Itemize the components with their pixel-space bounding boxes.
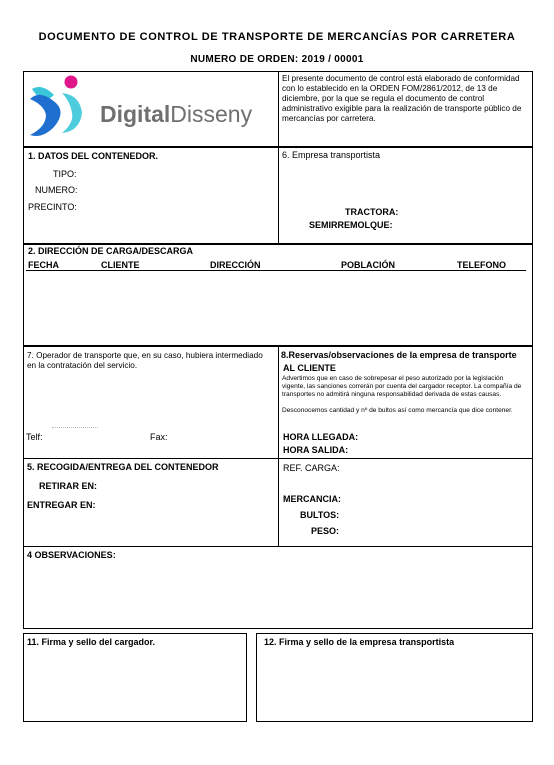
peso-label: PESO: xyxy=(311,526,340,536)
column-poblacion: POBLACIÓN xyxy=(341,260,395,270)
logo-text-bold: Digital xyxy=(100,101,171,127)
section-2-box xyxy=(23,243,533,346)
section-1-title: 1. DATOS DEL CONTENEDOR. xyxy=(28,151,159,161)
hora-llegada-label: HORA LLEGADA: xyxy=(283,432,359,442)
fax-label: Fax: xyxy=(150,432,168,442)
section-5-title: 5. RECOGIDA/ENTREGA DEL CONTENEDOR xyxy=(27,462,219,472)
precinto-label: PRECINTO: xyxy=(28,202,77,212)
retirar-label: RETIRAR EN: xyxy=(39,481,97,491)
column-telefono: TELEFONO xyxy=(457,260,506,270)
hora-salida-label: HORA SALIDA: xyxy=(283,445,349,455)
telf-label: Telf: xyxy=(26,432,43,442)
entregar-label: ENTREGAR EN: xyxy=(27,500,96,510)
column-fecha: FECHA xyxy=(28,260,59,270)
section-8-subtitle: AL CLIENTE xyxy=(283,363,336,373)
column-direccion: DIRECCIÓN xyxy=(210,260,261,270)
company-logo xyxy=(26,73,274,145)
semirremolque-label: SEMIRREMOLQUE: xyxy=(309,220,393,230)
section-6-title: 6. Empresa transportista xyxy=(282,150,381,160)
tipo-label: TIPO: xyxy=(53,169,77,179)
column-cliente: CLIENTE xyxy=(101,260,140,270)
numero-label: NUMERO: xyxy=(35,185,78,195)
order-number: NUMERO DE ORDEN: 2019 / 00001 xyxy=(190,54,364,65)
section-4-title: 4 OBSERVACIONES: xyxy=(27,550,116,560)
mercancia-label: MERCANCIA: xyxy=(283,494,341,504)
section-6-box xyxy=(278,146,533,245)
section-12-title: 12. Firma y sello de la empresa transportista xyxy=(264,637,455,647)
intro-text: El presente documento de control está elaborado de conformidad con lo establecido en la ORDEN FOM/2861/2012, de 13 de diciembre, por la que se regula el documento de control administrativo exigible para la realización de transporte público de mercancías por carretera. xyxy=(282,74,522,123)
section-8-body: Advertimos que en caso de sobrepesar el peso autorizado por la legislación vigente, las sanciones correrán por cuenta del cargador receptor. La compañía de transportes no admitirá ninguna responsabilidad derivada de estas causas. xyxy=(282,375,522,398)
section-7-title: 7. Operador de transporte que, en su caso, hubiera intermediado en la contratación del servicio. xyxy=(27,351,263,370)
section-8-body-2: Desconocemos cantidad y nº de bultos así como mercancía que dice contener. xyxy=(282,407,513,414)
section-8-title: 8.Reservas/observaciones de la empresa de transporte xyxy=(281,350,517,360)
tractora-label: TRACTORA: xyxy=(345,207,399,217)
section-11-title: 11. Firma y sello del cargador. xyxy=(27,637,156,647)
logo-text-light: Disseny xyxy=(170,101,253,127)
ref-carga-label: REF. CARGA: xyxy=(283,463,340,473)
column-underline xyxy=(26,270,526,271)
section-2-title: 2. DIRECCIÓN DE CARGA/DESCARGA xyxy=(28,246,194,256)
document-title: DOCUMENTO DE CONTROL DE TRANSPORTE DE MERCANCÍAS POR CARRETERA xyxy=(38,31,516,43)
bultos-label: BULTOS: xyxy=(300,510,340,520)
